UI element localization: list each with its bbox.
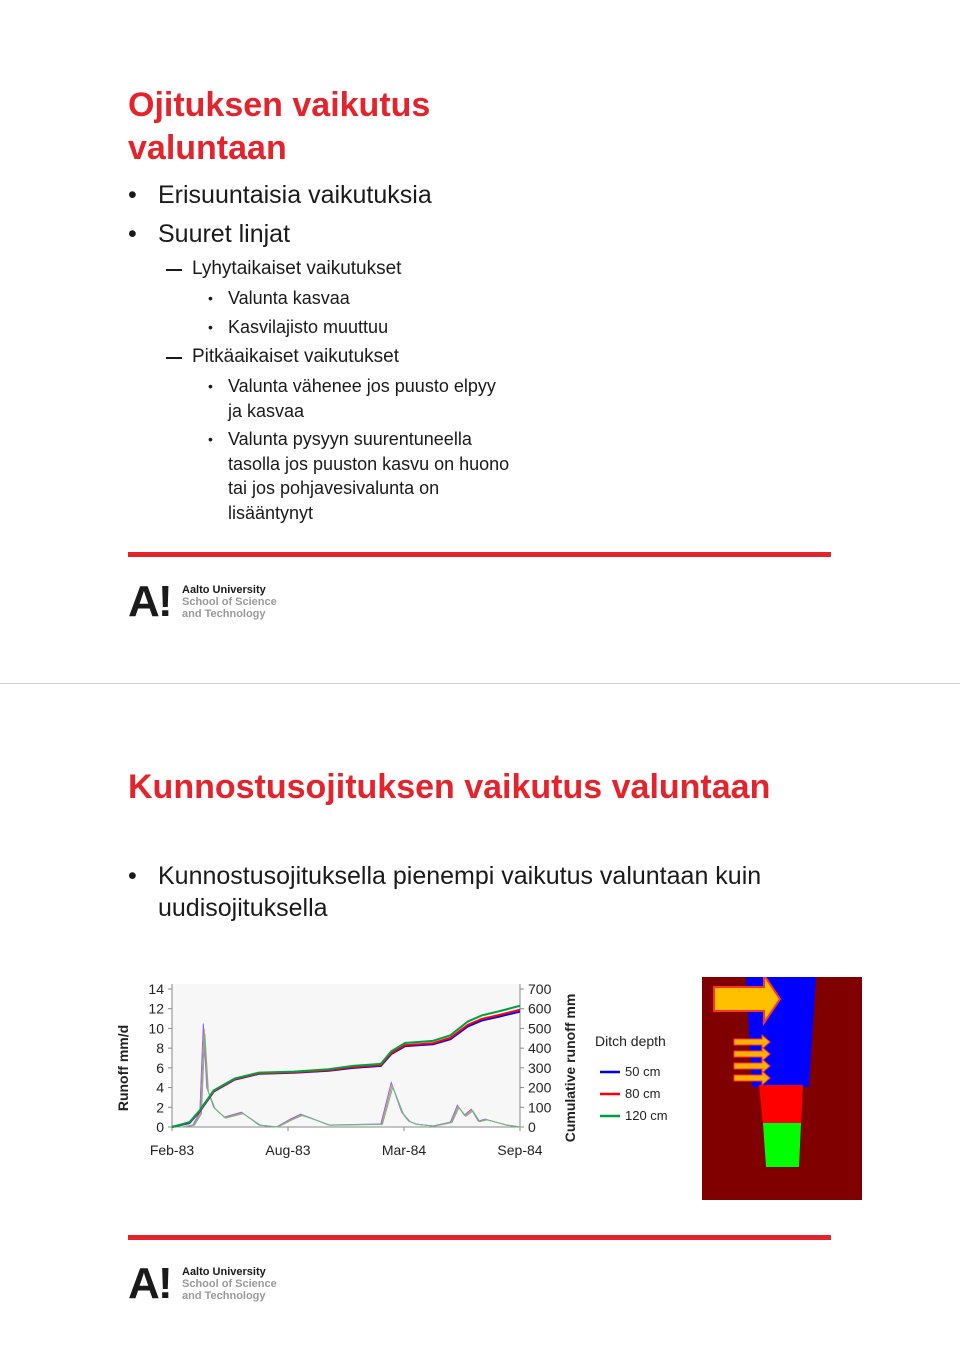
legend bbox=[600, 1064, 668, 1123]
logo-text bbox=[182, 584, 277, 620]
y-axis-label: Runoff mm/d bbox=[115, 1024, 131, 1112]
logo-line-3: and Technology bbox=[182, 1290, 266, 1302]
bullet-item bbox=[128, 860, 828, 924]
y2-axis-label: Cumulative runoff mm bbox=[562, 993, 578, 1143]
logo-exclamation: ! bbox=[158, 577, 173, 626]
runoff-chart bbox=[110, 972, 690, 1177]
sub-list bbox=[128, 254, 688, 525]
ditch-80cm bbox=[759, 1085, 803, 1125]
long-term-heading: Pitkäaikaiset vaikutukset bbox=[164, 342, 688, 372]
y-tick-label: 14 bbox=[148, 981, 164, 997]
y2-tick-label: 600 bbox=[528, 1000, 552, 1017]
divider-bar bbox=[128, 552, 831, 557]
y2-tick-label: 100 bbox=[528, 1099, 552, 1116]
sub-bullet: • Kasvilajisto muuttuu bbox=[208, 315, 518, 340]
logo-mark: A bbox=[128, 577, 160, 626]
logo-line-3: and Technology bbox=[182, 608, 266, 620]
divider-bar bbox=[128, 1235, 831, 1240]
sub-bullet: • Valunta kasvaa bbox=[208, 286, 518, 311]
sub-bullet: • Valunta pysyyn suurentuneella tasolla jos puuston kasvu on huono tai jos pohjavesivalunta on lisääntynyt bbox=[208, 427, 518, 525]
slide-2 bbox=[0, 684, 960, 1367]
logo-text bbox=[182, 1266, 277, 1302]
plot-area bbox=[172, 984, 520, 1127]
y-tick-label: 6 bbox=[156, 1059, 164, 1076]
logo-line-2: School of Science bbox=[182, 1278, 277, 1290]
slide-1-title bbox=[128, 84, 430, 170]
title-line-2: valuntaan bbox=[128, 129, 287, 167]
y-tick-label: 2 bbox=[156, 1099, 164, 1116]
y-tick-label: 10 bbox=[148, 1020, 164, 1037]
y-tick-label: 0 bbox=[156, 1119, 164, 1135]
short-term-heading: Lyhytaikaiset vaikutukset bbox=[164, 254, 688, 284]
bullet-item: • Erisuuntaisia vaikutuksia bbox=[128, 176, 432, 215]
y2-tick-label: 200 bbox=[528, 1079, 552, 1096]
slide-2-title: Kunnostusojituksen vaikutus valuntaan bbox=[128, 768, 771, 806]
bullet-text: Kunnostusojituksella pienempi vaikutus valuntaan kuin uudisojituksella bbox=[158, 862, 762, 922]
logo-line-1: Aalto University bbox=[182, 584, 266, 596]
aalto-logo bbox=[128, 577, 288, 626]
chart-marks bbox=[148, 981, 551, 1158]
aalto-logo bbox=[128, 1259, 288, 1308]
legend-title: Ditch depth bbox=[595, 1033, 666, 1049]
y-tick-label: 4 bbox=[156, 1079, 164, 1096]
legend-label-80: 80 cm bbox=[625, 1086, 661, 1101]
ditch-120cm bbox=[763, 1123, 801, 1167]
sub-bullet: • Valunta vähenee jos puusto elpyy ja kasvaa bbox=[208, 374, 498, 423]
y2-tick-label: 400 bbox=[528, 1040, 552, 1057]
legend-label-50: 50 cm bbox=[625, 1064, 661, 1079]
logo-line-1: Aalto University bbox=[182, 1266, 266, 1278]
logo-exclamation: ! bbox=[158, 1259, 173, 1308]
bullet-list bbox=[128, 176, 432, 254]
x-tick-label: Mar-84 bbox=[381, 1142, 427, 1158]
logo-mark: A bbox=[128, 1259, 160, 1308]
x-tick-label: Feb-83 bbox=[149, 1142, 195, 1158]
y-tick-label: 12 bbox=[148, 1000, 164, 1017]
ditch-depth-diagram bbox=[702, 977, 862, 1200]
legend-label-120: 120 cm bbox=[625, 1108, 668, 1123]
logo-line-2: School of Science bbox=[182, 596, 277, 608]
title-line-1: Ojituksen vaikutus bbox=[128, 86, 431, 124]
y-tick-label: 8 bbox=[156, 1040, 164, 1057]
bullet-item: • Suuret linjat bbox=[128, 215, 432, 254]
y2-tick-label: 700 bbox=[528, 981, 552, 997]
x-tick-label: Sep-84 bbox=[497, 1142, 543, 1158]
y2-tick-label: 500 bbox=[528, 1020, 552, 1037]
x-tick-label: Aug-83 bbox=[265, 1142, 311, 1158]
y2-tick-label: 0 bbox=[528, 1119, 536, 1135]
bullet-dot: • bbox=[128, 862, 137, 890]
y2-tick-label: 300 bbox=[528, 1059, 552, 1076]
